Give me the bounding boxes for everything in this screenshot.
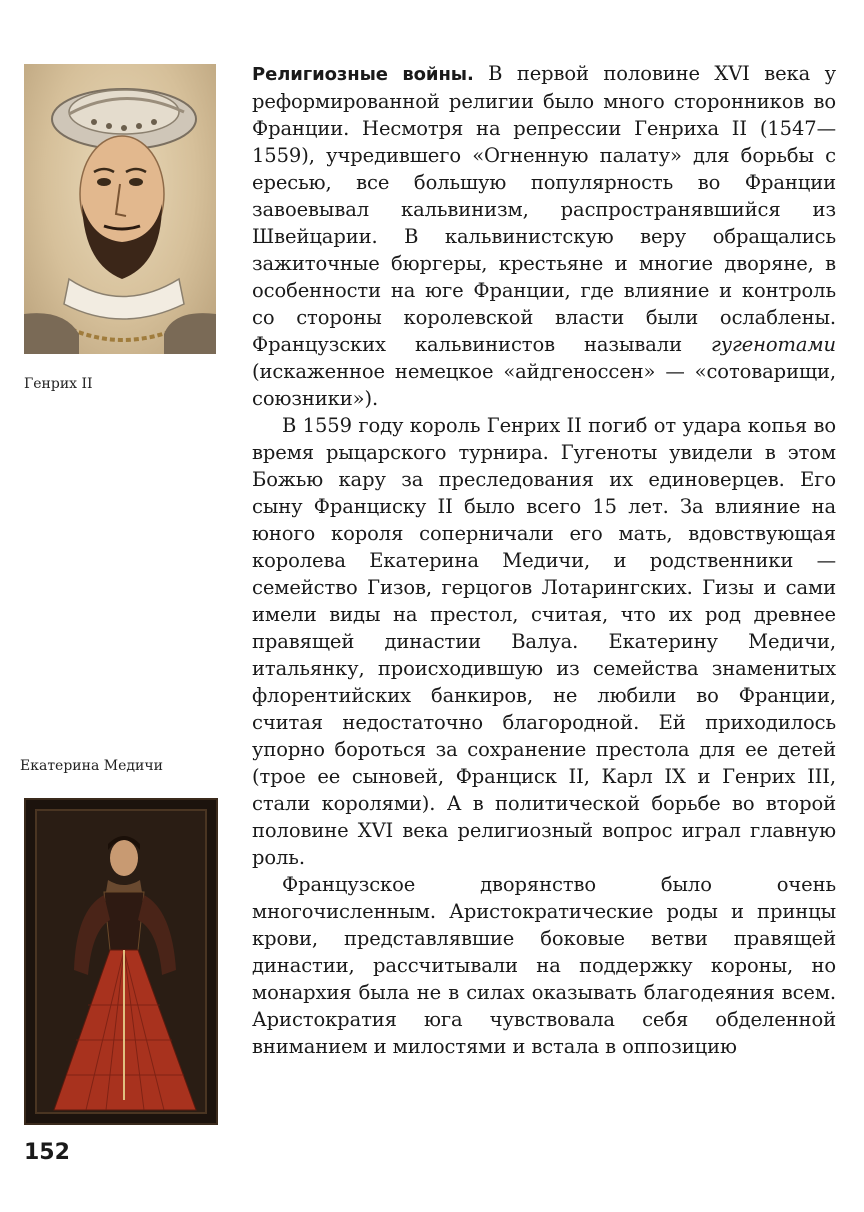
paragraph-text: (искаженное немецкое «айдгеноссен» — «сотоварищи, союзники»). (252, 360, 836, 410)
henry-ii-caption: Генрих II (24, 376, 93, 392)
paragraph-french-nobility: Французское дворянство было очень многочисленным. Аристократические роды и принцы крови, представлявшие боковые ветви правящей династии, рассчитывали на поддержку короны, но монархия была не в силах оказывать благодеяния всем. Аристократия юга чувствовала себя обделенной вниманием и милостями и встала в оппозицию (252, 873, 836, 1058)
henry-ii-portrait (24, 64, 216, 354)
main-text-column (252, 60, 836, 1060)
section-heading: Религиозные войны. (252, 64, 474, 85)
henry-ii-portrait-drawing (24, 64, 216, 354)
catherine-medici-caption: Екатерина Медичи (20, 758, 163, 774)
catherine-medici-portrait (24, 798, 218, 1125)
page-number: 152 (24, 1140, 70, 1165)
paragraph-henry-death: В 1559 году король Генрих II погиб от удара копья во время рыцарского турнира. Гугеноты увидели в этом Божью кару за преследования их единоверцев. Его сыну Франциску II было всего 15 лет. За влияние на юного короля соперничали его мать, вдовствующая королева Екатерина Медичи, и родственники — семейство Гизов, герцогов Лотарингских. Гизы и сами имели виды на престол, считая, что их род древнее правящей династии Валуа. Екатерину Медичи, итальянку, происходившую из семейства знаменитых флорентийских банкиров, не любили во Франции, считая недостаточно благородной. Ей приходилось упорно бороться за сохранение престола для ее детей (трое ее сыновей, Франциск II, Карл IX и Генрих III, стали королями). А в политической борьбе во второй половине XVI века религиозный вопрос играл главную роль. (252, 414, 836, 869)
paragraph-text: В первой половине XVI века у реформированной религии было много сторонников во Франции. Несмотря на репрессии Генриха II (1547—1559), учредившего «Огненную палату» для борьбы с ересью, все большую популярность во Франции завоевывал кальвинизм, распространявшийся из Швейцарии. В кальвинистскую веру обращались зажиточные бюргеры, крестьяне и многие дворяне, в особенности на юге Франции, где влияние и контроль со стороны королевской власти были ослаблены. Французских кальвинистов называли (252, 62, 836, 356)
italic-term: гугенотами (711, 333, 836, 356)
catherine-medici-portrait-drawing (26, 800, 216, 1123)
paragraph-religious-wars (252, 60, 836, 412)
